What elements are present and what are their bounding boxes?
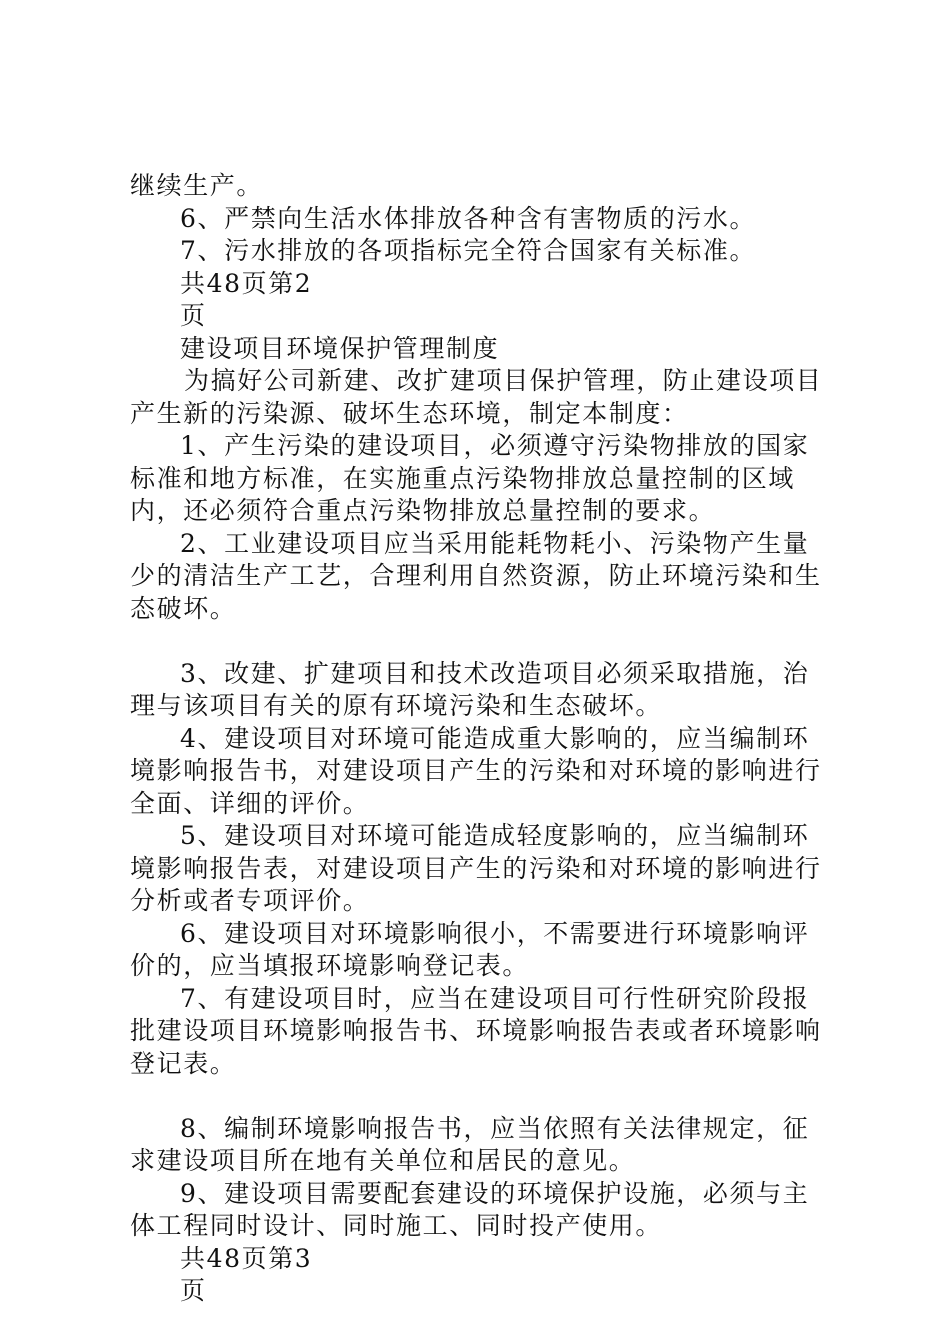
paragraph-item-8: 8、编制环境影响报告书，应当依照有关法律规定，征求建设项目所在地有关单位和居民的意见。	[130, 1113, 810, 1175]
paragraph-item-6: 6、建设项目对环境影响很小，不需要进行环境影响评价的，应当填报环境影响登记表。	[130, 918, 810, 980]
paragraph-spacer	[130, 625, 835, 658]
paragraph-spacer	[130, 1080, 835, 1113]
page-footer-2-suffix: 页	[180, 301, 207, 330]
paragraph-item-7: 7、有建设项目时，应当在建设项目可行性研究阶段报批建设项目环境影响报告书、环境影响报告表或者环境影响登记表。	[130, 983, 822, 1078]
page-footer-2: 共48页第2	[180, 268, 313, 298]
section-intro: 为搞好公司新建、改扩建项目保护管理，防止建设项目产生新的污染源、破坏生态环境，制定本制度：	[130, 366, 823, 428]
page-footer-3-suffix: 页	[180, 1276, 207, 1305]
paragraph-continuation: 继续生产。	[130, 171, 264, 200]
paragraph-item-4: 4、建设项目对环境可能造成重大影响的，应当编制环境影响报告书，对建设项目产生的污染和对环境的影响进行全面、详细的评价。	[130, 723, 822, 818]
paragraph-item-6-water: 6、严禁向生活水体排放各种含有害物质的污水。	[180, 203, 757, 233]
paragraph-item-9: 9、建设项目需要配套建设的环境保护设施，必须与主体工程同时设计、同时施工、同时投产使用。	[130, 1178, 810, 1240]
document-body	[130, 170, 835, 1308]
paragraph-item-7-water: 7、污水排放的各项指标完全符合国家有关标准。	[180, 236, 757, 265]
section-title: 建设项目环境保护管理制度	[180, 333, 500, 363]
paragraph-item-3: 3、改建、扩建项目和技术改造项目必须采取措施，治理与该项目有关的原有环境污染和生态破坏。	[130, 658, 810, 720]
paragraph-item-5: 5、建设项目对环境可能造成轻度影响的，应当编制环境影响报告表，对建设项目产生的污染和对环境的影响进行分析或者专项评价。	[130, 821, 822, 915]
page-footer-3: 共48页第3	[180, 1243, 313, 1273]
paragraph-item-1: 1、产生污染的建设项目，必须遵守污染物排放的国家标准和地方标准，在实施重点污染物排放总量控制的区域内，还必须符合重点污染物排放总量控制的要求。	[130, 431, 810, 525]
paragraph-item-2: 2、工业建设项目应当采用能耗物耗小、污染物产生量少的清洁生产工艺，合理利用自然资源，防止环境污染和生态破坏。	[130, 528, 822, 623]
